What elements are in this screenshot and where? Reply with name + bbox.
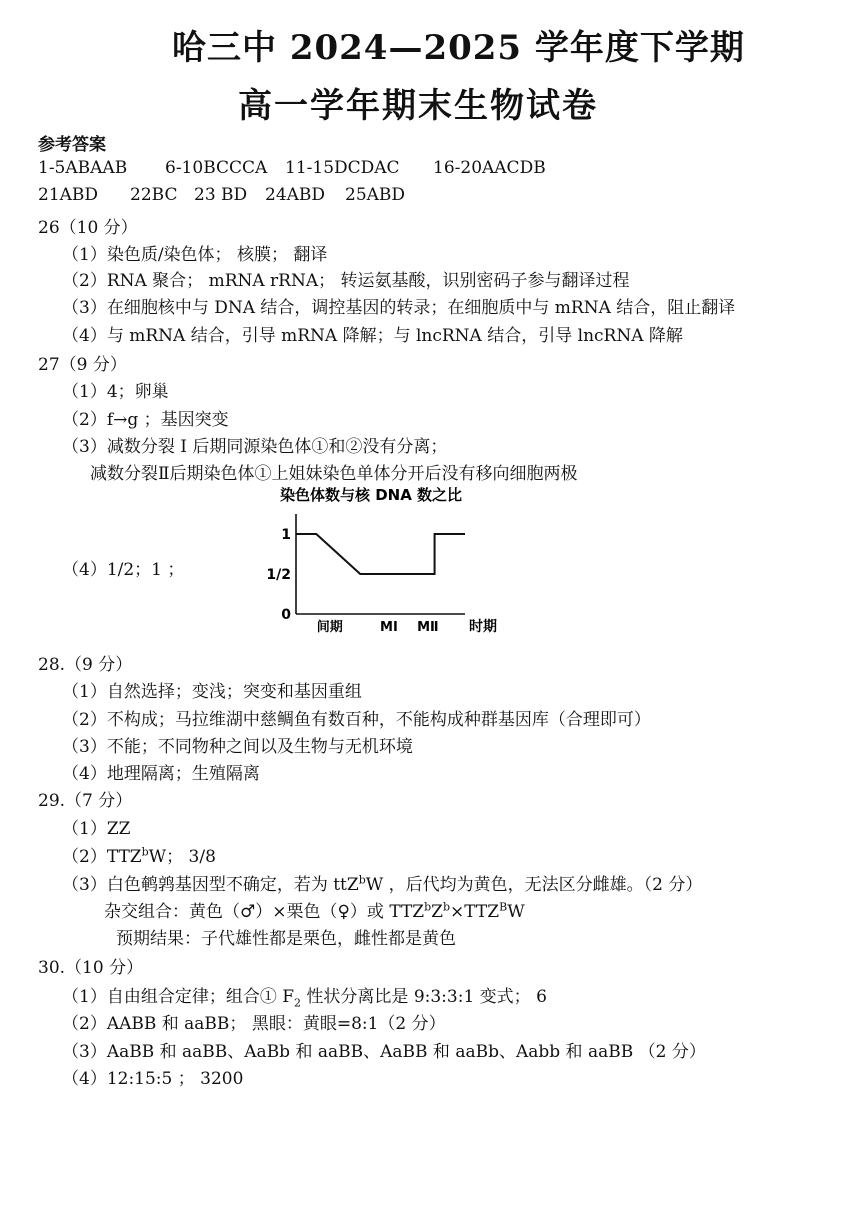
mc-answer: 23 BD: [194, 185, 248, 205]
q28-answer-4: （4）地理隔离；生殖隔离: [62, 764, 260, 784]
mc-answer: 1-5ABAAB: [38, 158, 128, 178]
title-line-2: 高一学年期末生物试卷: [238, 86, 598, 126]
q29-answer-2: [62, 842, 216, 867]
superscript: b: [424, 900, 432, 914]
q27-heading: 27（9 分）: [38, 355, 127, 375]
x-axis-label: 时期: [469, 619, 497, 635]
q30-answer-1: [62, 982, 547, 1009]
mc-answer: 24ABD: [265, 185, 326, 205]
series-line: [296, 534, 465, 574]
x-tick-label: MⅡ: [417, 620, 439, 635]
q28-answer-3: （3）不能；不同物种之间以及生物与无机环境: [62, 737, 413, 757]
y-tick-label: 1/2: [266, 567, 291, 583]
mc-answer: 21ABD: [38, 185, 99, 205]
answers-heading: 参考答案: [38, 135, 106, 155]
q26-answer-4: （4）与 mRNA 结合，引导 mRNA 降解；与 lncRNA 结合，引导 lncRNA 降解: [62, 326, 683, 346]
title-line-1: 哈三中 2024—2025 学年度下学期: [172, 28, 745, 68]
subscript: 2: [294, 996, 302, 1010]
cross-combination-text: 杂交组合：黄色（♂）×栗色（♀）或 TTZ: [104, 902, 425, 922]
q28-heading: 28.（9 分）: [38, 655, 133, 675]
q26-heading: 26（10 分）: [38, 218, 138, 238]
q27-answer-4: （4）1/2；1 ；: [62, 560, 185, 580]
q30-heading: 30.（10 分）: [38, 958, 144, 978]
mc-answer: 25ABD: [345, 185, 406, 205]
superscript: b: [141, 845, 149, 859]
q27-answer-1: （1）4；卵巢: [62, 382, 169, 402]
q29-answer-3c: 预期结果：子代雄性都是栗色，雌性都是黄色: [116, 929, 456, 949]
q26-answer-3: （3）在细胞核中与 DNA 结合，调控基因的转录；在细胞质中与 mRNA 结合，阻止翻译: [62, 298, 736, 318]
dna-ratio-chart: [250, 484, 520, 644]
superscript: b: [442, 900, 451, 914]
q26-answer-2: （2）RNA 聚合； mRNA rRNA； 转运氨基酸，识别密码子参与翻译过程: [62, 271, 630, 291]
y-tick-label: 0: [281, 607, 291, 623]
q29-answer-3: [62, 870, 702, 895]
mc-answer: 22BC: [130, 185, 178, 205]
q29-answer-2-text: （2）TTZ: [62, 847, 142, 867]
chart-title: 染色体数与核 DNA 数之比: [280, 486, 463, 504]
x-tick-label: 间期: [316, 620, 343, 635]
y-tick-label: 1: [281, 527, 291, 543]
cross-combination-text: ×TTZ: [450, 902, 500, 922]
q29-answer-2-text: W； 3/8: [148, 847, 216, 867]
q30-answer-1-text: （1）自由组合定律；组合① F: [62, 987, 295, 1007]
mc-answer: 6-10BCCCA: [165, 158, 268, 178]
q28-answer-1: （1）自然选择；变浅；突变和基因重组: [62, 682, 362, 702]
mc-answer: 11-15DCDAC: [285, 158, 400, 178]
x-tick-label: MⅠ: [380, 620, 398, 635]
superscript: b: [358, 873, 366, 887]
q29-answer-3-text: （3）白色鹌鹑基因型不确定，若为 ttZ: [62, 875, 359, 895]
q30-answer-4: （4）12:15:5 ； 3200: [62, 1069, 244, 1089]
superscript: B: [499, 900, 508, 914]
q29-heading: 29.（7 分）: [38, 791, 133, 811]
q30-answer-1-text: 性状分离比是 9:3:3:1 变式； 6: [301, 987, 547, 1007]
q27-answer-3b: 减数分裂Ⅱ后期染色体①上姐妹染色单体分开后没有移向细胞两极: [90, 464, 578, 484]
q27-answer-2: （2）f→g ；基因突变: [62, 410, 229, 430]
q30-answer-2: （2）AABB 和 aaBB； 黑眼：黄眼=8:1（2 分）: [62, 1014, 446, 1034]
q28-answer-2: （2）不构成；马拉维湖中慈鲷鱼有数百种，不能构成种群基因库（合理即可）: [62, 710, 651, 730]
q29-answer-3b: [104, 897, 525, 922]
q30-answer-3: （3）AaBB 和 aaBB、AaBb 和 aaBB、AaBB 和 aaBb、Aabb 和 aaBB （2 分）: [62, 1042, 706, 1062]
cross-combination-text: Z: [431, 902, 443, 922]
q29-answer-3-text: W ，后代均为黄色，无法区分雌雄。（2 分）: [365, 875, 703, 895]
q29-answer-1: （1）ZZ: [62, 819, 131, 839]
mc-answer: 16-20AACDB: [433, 158, 546, 178]
q27-answer-3a: （3）减数分裂 I 后期同源染色体①和②没有分离；: [62, 437, 448, 457]
cross-combination-text: W: [507, 902, 525, 922]
q26-answer-1: （1）染色质/染色体； 核膜； 翻译: [62, 245, 328, 265]
